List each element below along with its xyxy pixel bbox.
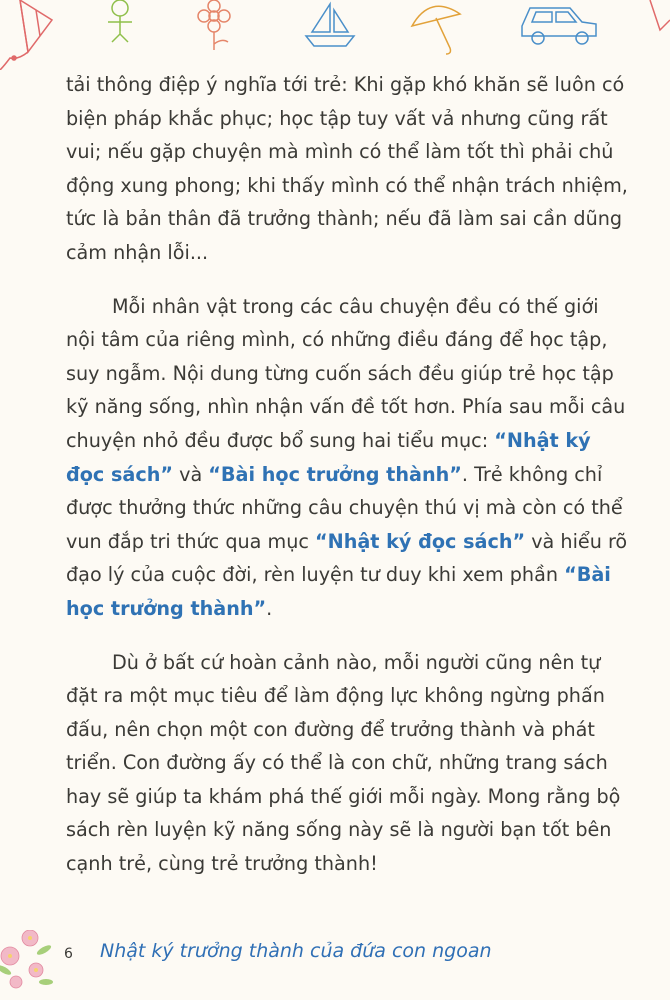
umbrella-icon [412,6,460,54]
paragraph-3 [66,646,631,881]
flower-icon [198,0,230,50]
text-segment: . Trẻ không chỉ được thưởng thức những câu chuyện thú vị mà còn có thể vun đắp tri thức qua mục [66,462,623,553]
car-icon [522,8,596,44]
top-decoration [0,0,670,70]
book-title: Nhật ký trưởng thành của đứa con ngoan [100,940,492,962]
kite-icon [0,0,52,70]
paragraph-2 [66,290,631,626]
body-text [66,68,631,881]
highlighted-title: “Nhật ký đọc sách” [315,529,526,553]
text-segment: Mỗi nhân vật trong các câu chuyện đều có thế giới nội tâm của riêng mình, có những điều đáng để học tập, suy ngẫm. Nội dung từng cuốn sách đều giúp trẻ học tập kỹ năng sống, nhìn nhận vấn đề tốt hơn. Phía sau mỗi câu chuyện nhỏ đều được bổ sung hai tiểu mục: [66,294,626,452]
text-segment: tải thông điệp ý nghĩa tới trẻ: Khi gặp khó khăn sẽ luôn có biện pháp khắc phục; học tập tuy vất vả nhưng cũng rất vui; nếu gặp chuyện mà mình có thể làm tốt thì phải chủ động xung phong; khi thấy mình có thể nhận trách nhiệm, tức là bản thân đã trưởng thành; nếu đã làm sai cần dũng cảm nhận lỗi... [66,73,628,264]
child-icon [108,0,132,42]
highlighted-title: “Nhật ký đọc sách” [66,428,591,486]
text-segment: và [172,462,209,486]
paragraph-1 [66,68,631,270]
text-segment: và hiểu rõ đạo lý của cuộc đời, rèn luyện tư duy khi xem phần [66,529,628,587]
text-segment: Dù ở bất cứ hoàn cảnh nào, mỗi người cũng nên tự đặt ra một mục tiêu để làm động lực không ngừng phấn đấu, nên chọn một con đường để trưởng thành và phát triển. Con đường ấy có thể là con chữ, những trang sách hay sẽ giúp ta khám phá thế giới mỗi ngày. Mong rằng bộ sách rèn luyện kỹ năng sống này sẽ là người bạn tốt bên cạnh trẻ, cùng trẻ trưởng thành! [66,650,621,876]
sailboat-icon [306,4,354,46]
highlighted-title: “Bài học trưởng thành” [66,563,611,620]
highlighted-title: “Bài học trưởng thành” [208,462,462,486]
page-number: 6 [64,946,73,962]
text-segment: . [266,596,273,620]
